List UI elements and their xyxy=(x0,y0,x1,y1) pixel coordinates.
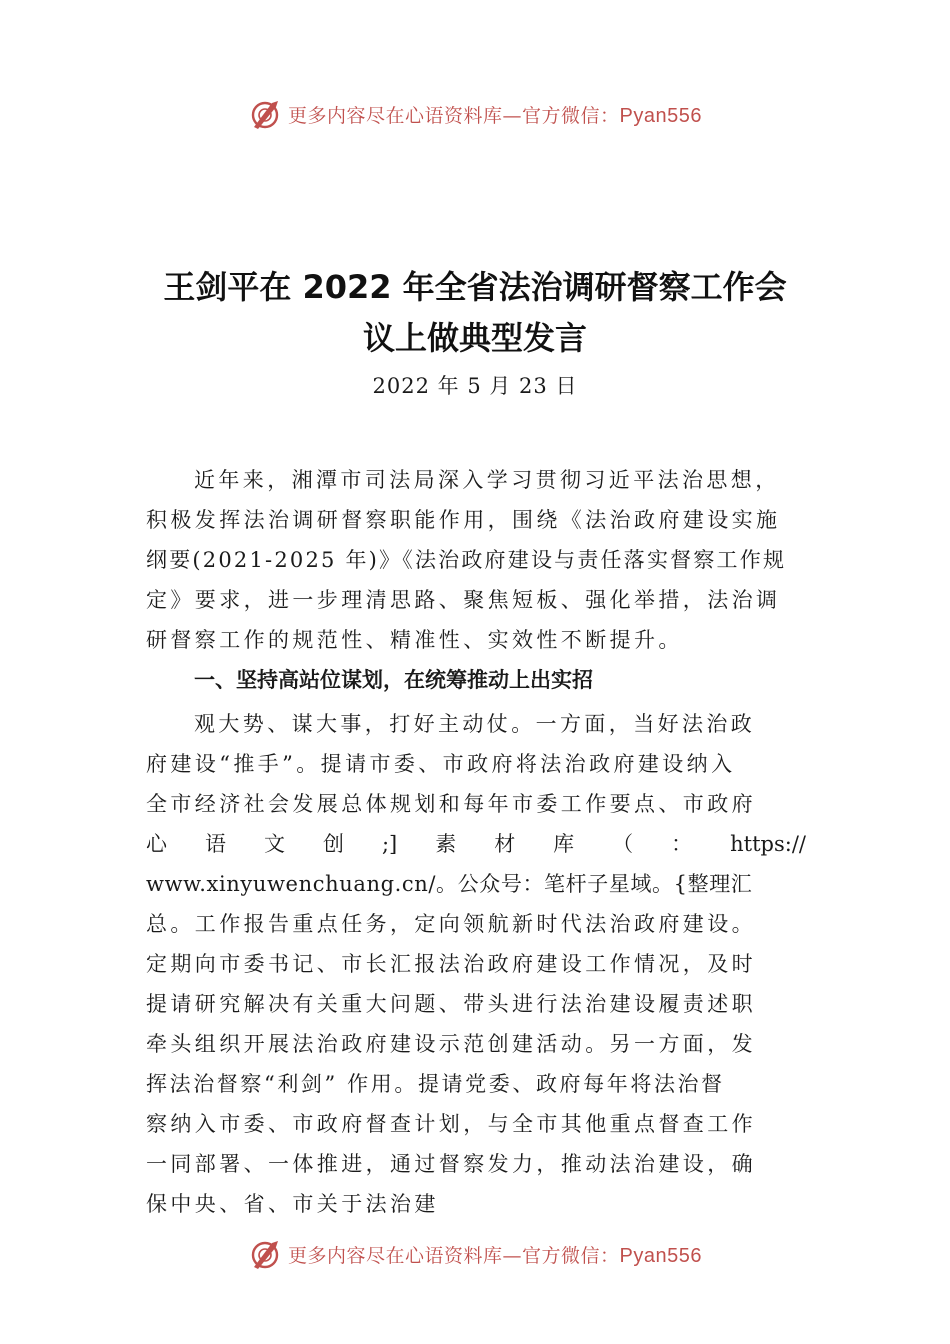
watermark-text: 更多内容尽在心语资料库—官方微信：Pyan556 xyxy=(288,1244,702,1267)
text-fragment: 创 xyxy=(322,832,344,856)
text-line: 牵头组织开展法治政府建设示范创建活动。另一方面，发 xyxy=(146,1032,756,1056)
section-heading-1: 一、坚持高站位谋划，在统筹推动上出实招 xyxy=(194,668,593,692)
quill-seal-icon xyxy=(248,1237,282,1271)
text-line: 研督察工作的规范性、精准性、实效性不断提升。 xyxy=(146,628,683,652)
text-fragment: ;] xyxy=(381,832,398,856)
text-fragment: 库 xyxy=(553,832,575,856)
title-line-1: 王剑平在 2022 年全省法治调研督察工作会 xyxy=(163,268,787,306)
text-line: 纲要(2021-2025 年)》《法治政府建设与责任落实督察工作规 xyxy=(146,548,787,572)
text-fragment: 语 xyxy=(204,832,226,856)
title-line-2: 议上做典型发言 xyxy=(362,319,587,357)
text-fragment: 素 xyxy=(435,832,457,856)
text-line: 全市经济社会发展总体规划和每年市委工作要点、市政府 xyxy=(146,792,756,816)
url-fragment: https:// xyxy=(730,832,806,856)
text-line: 定》要求，进一步理清思路、聚焦短板、强化举措，法治调 xyxy=(146,588,781,612)
text-fragment: 心 xyxy=(146,832,167,856)
text-fragment: （ xyxy=(612,832,634,856)
footer-watermark xyxy=(0,1234,950,1274)
watermark-text: 更多内容尽在心语资料库—官方微信：Pyan556 xyxy=(288,104,702,127)
document-title xyxy=(100,262,850,364)
text-fragment: 材 xyxy=(494,832,516,856)
text-line: 察纳入市委、市政府督查计划，与全市其他重点督查工作 xyxy=(146,1112,756,1136)
text-line: 提请研究解决有关重大问题、带头进行法治建设履责述职 xyxy=(146,992,756,1016)
text-line: 一同部署、一体推进，通过督察发力，推动法治建设，确 xyxy=(146,1152,756,1176)
text-line: 挥法治督察“利剑” 作用。提请党委、政府每年将法治督 xyxy=(146,1072,725,1096)
quill-seal-icon xyxy=(248,97,282,131)
text-line: 保中央、省、市关于法治建 xyxy=(146,1192,439,1216)
text-line: www.xinyuwenchuang.cn/。公众号：笔杆子星域。{整理汇 xyxy=(146,872,753,896)
text-line: 总。工作报告重点任务，定向领航新时代法治政府建设。 xyxy=(146,912,756,936)
text-line: 府建设“推手”。提请市委、市政府将法治政府建设纳入 xyxy=(146,752,736,776)
text-fragment: 文 xyxy=(263,832,285,856)
paragraph-section-1 xyxy=(146,704,806,1224)
text-fragment: ： xyxy=(671,832,693,856)
text-line: 近年来，湘潭市司法局深入学习贯彻习近平法治思想， xyxy=(194,468,780,492)
header-watermark xyxy=(0,94,950,134)
paragraph-intro xyxy=(146,460,806,660)
text-line: 观大势、谋大事，打好主动仗。一方面，当好法治政 xyxy=(194,712,756,736)
text-line-spaced xyxy=(146,824,806,864)
text-line: 定期向市委书记、市长汇报法治政府建设工作情况，及时 xyxy=(146,952,756,976)
document-date: 2022 年 5 月 23 日 xyxy=(372,374,578,398)
text-line: 积极发挥法治调研督察职能作用，围绕《法治政府建设实施 xyxy=(146,508,781,532)
